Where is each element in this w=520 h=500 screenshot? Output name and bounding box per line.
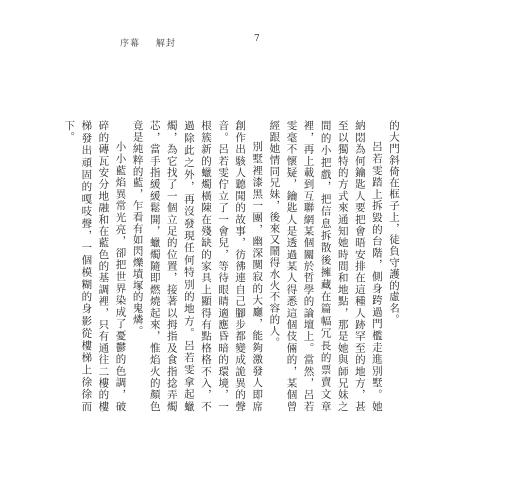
- page-number: 7: [254, 34, 260, 44]
- body-text: [63, 120, 402, 412]
- running-head: [120, 36, 188, 49]
- running-head-part: 序幕: [120, 39, 141, 49]
- paragraph-2: 呂若雯踏上拆毀的台階，側身跨過門檻走進別墅。她納悶為何鑰匙人要把會晤安排在這種人跡罕至的地方，甚至以獨特的方式來通知她時間和地點，那是她與師兄妹之間的小把戲，把信息拆散後擁藏在篇幅冗長的票賣文章裡，再上載到互聯網某個關於哲學的論壇上。當然，呂若雯毫不懷疑，鑰匙人是透過某人得悉這個伎倆的，某個曾經跟她情同兄妹，後來又鬧得水火不容的人。: [268, 120, 383, 412]
- paragraph-1: 的大門斜倚在框子上，徒負守護的虛名。: [388, 120, 400, 326]
- running-head-chapter: 解封: [155, 39, 176, 49]
- paragraph-4: 小小藍焰異常光亮，卻把世界染成了憂鬱的色調，破碎的磚瓦安分地融和在藍色的基調裡，只有通往二樓的樓梯發出頑固的嘎吱聲，一個模糊的身影從樓梯上徐徐而下。: [63, 120, 127, 412]
- paragraph-3: 別墅裡漆黑一團，幽深闃寂的大廳，能夠激發人即席創作出駭人聽聞的故事，彷彿連自己腳步都變成詭異的聲音。呂若雯佇立了一會兒，等待眼睛適應昏暗的環境，一根簇新的蠟燭橫陳在殘缺的家具上顯得有點格格不入，不過除此之外，再沒發現任何特別的地方。呂若雯拿起蠟燭，為它找了一個立足的位置，接著以拇指及食指捻弄燭芯，當手指緩緩鬆開，蠟燭隨即燃燒起來，惟焰火的顏色竟是純粹的藍，乍看有如閃爍墳塚的鬼燐。: [131, 120, 264, 412]
